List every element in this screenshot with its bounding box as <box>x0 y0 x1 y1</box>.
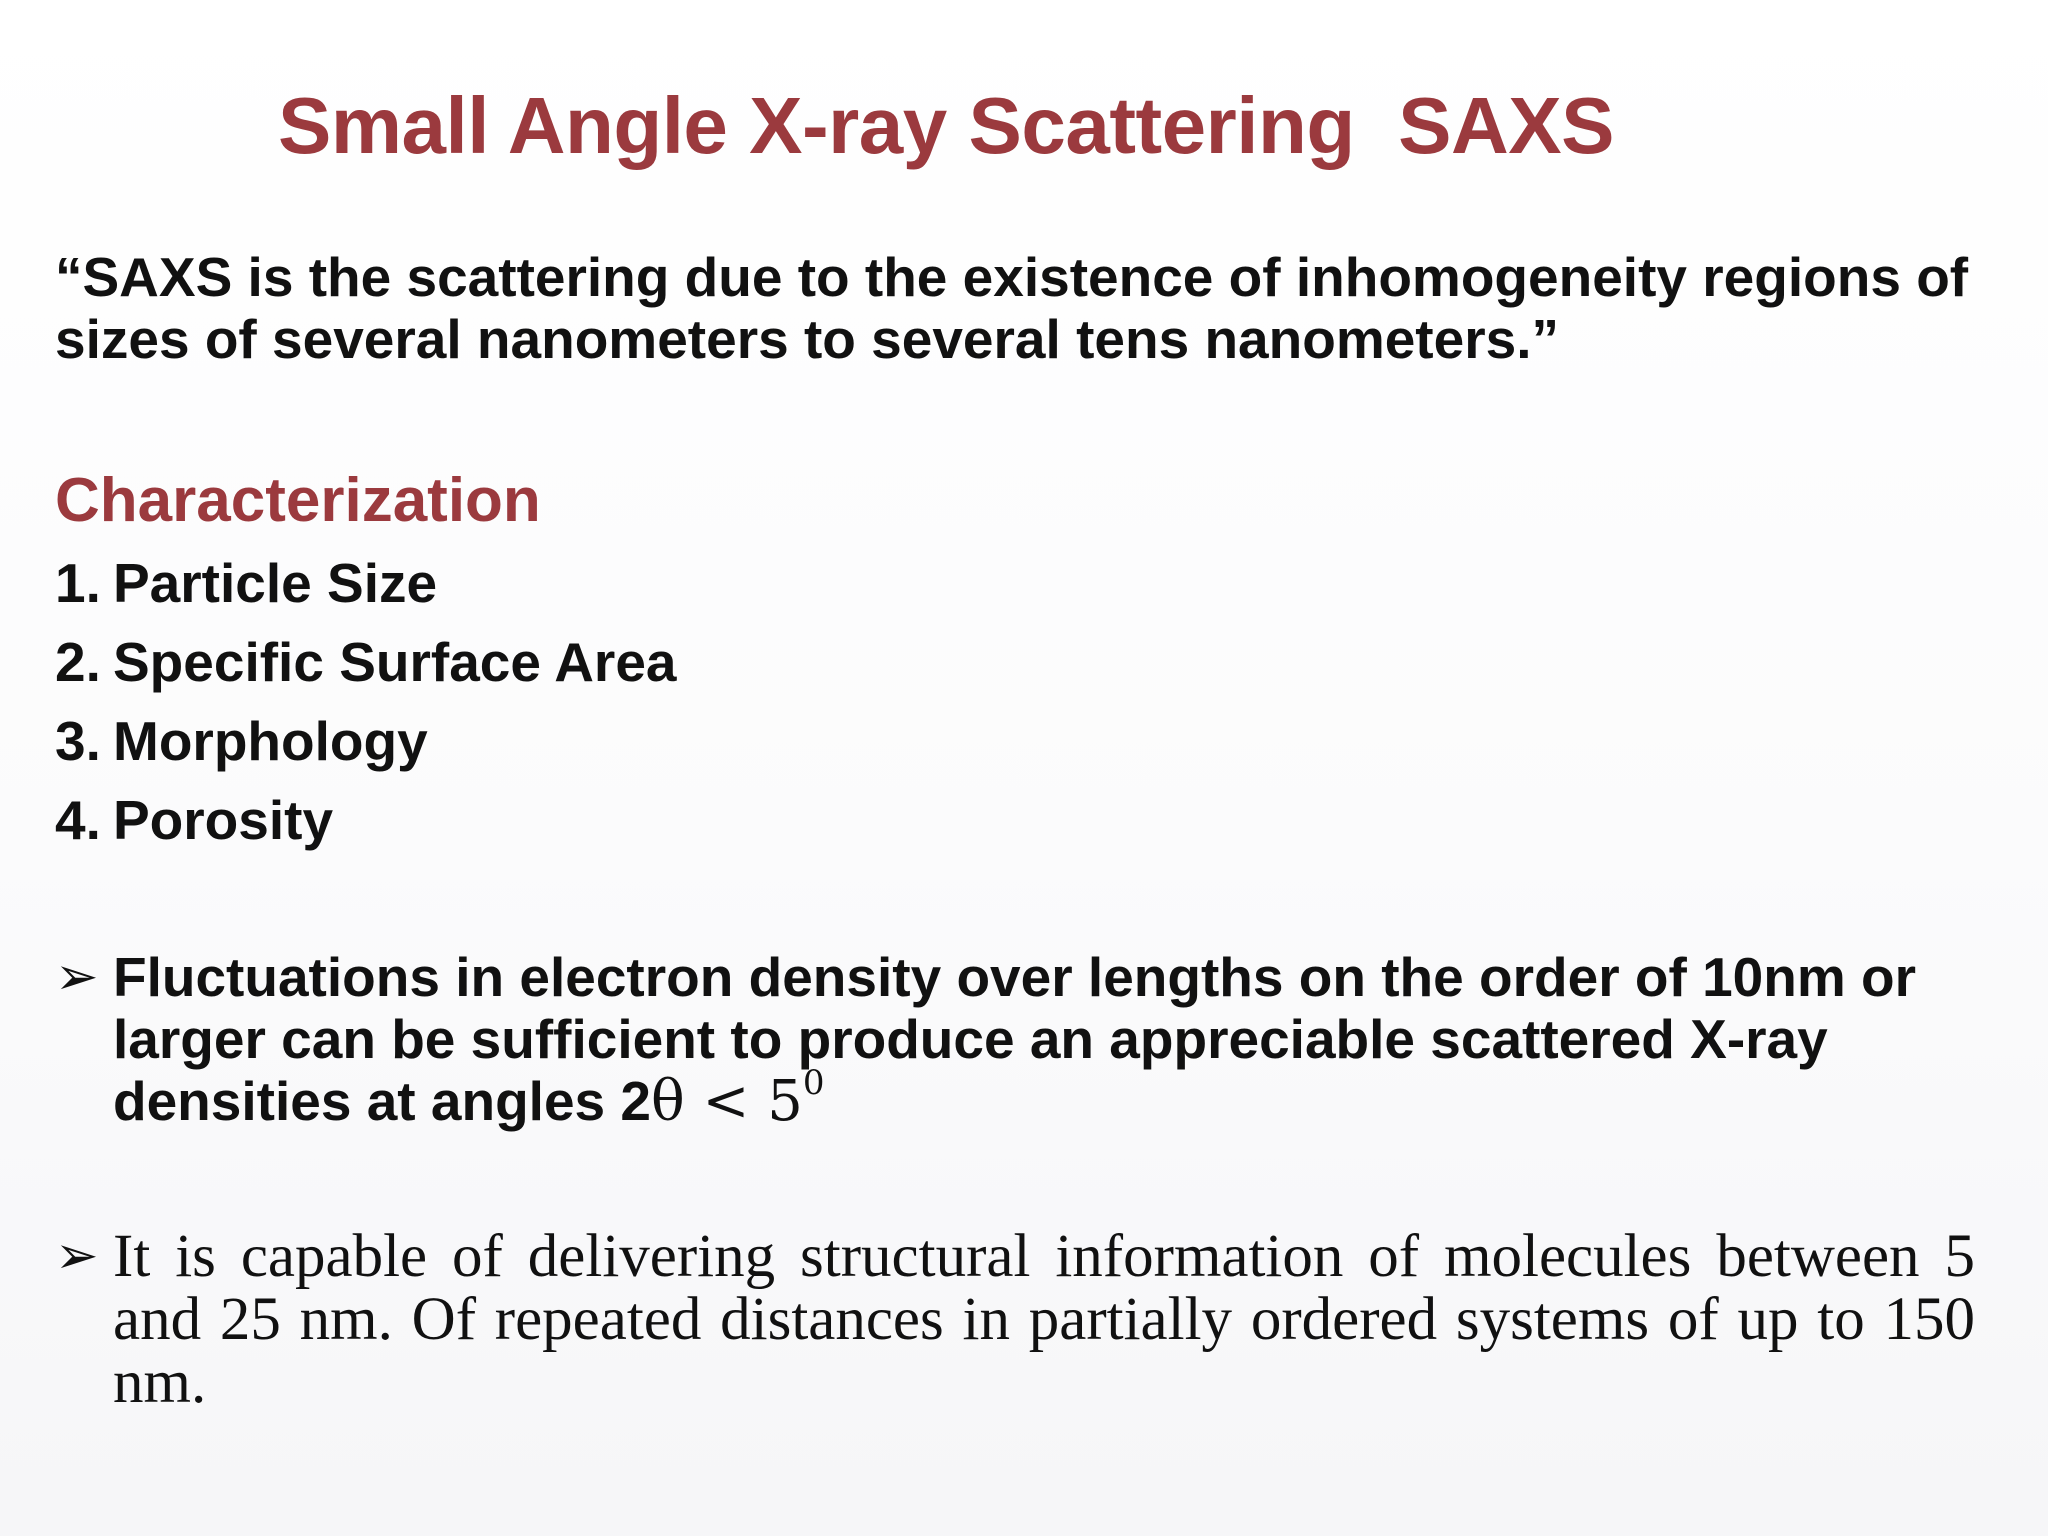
list-item-label: Porosity <box>113 789 334 851</box>
angle-superscript: 0 <box>802 1063 825 1103</box>
bullet-electron-density <box>55 946 1975 1133</box>
angle-symbol: θ <box>651 1069 685 1134</box>
bullet-text-body: Fluctuations in electron density over lengths on the order of 10nm or larger can be sufficient to produce an appreciable scattered X-ray densities at angles 2 <box>113 946 1917 1132</box>
list-item-label: Particle Size <box>113 552 438 614</box>
bullet-text <box>113 946 1975 1133</box>
arrow-bullet-icon: ➢ <box>55 1226 99 1286</box>
list-item-number: 3. <box>55 710 101 772</box>
characterization-heading: Characterization <box>55 466 541 535</box>
bullet-text: It is capable of delivering structural information of molecules between 5 and 25 nm. Of repeated distances in partially ordered systems of up to 150 nm. <box>113 1223 1975 1416</box>
list-item-number: 2. <box>55 631 101 693</box>
arrow-bullet-icon: ➢ <box>55 947 99 1007</box>
saxs-definition: “SAXS is the scattering due to the existence of inhomogeneity regions of sizes of several nanometers to several tens nanometers.” <box>55 246 1969 370</box>
list-item <box>55 623 677 702</box>
angle-relation: < 5 <box>684 1069 803 1134</box>
list-item <box>55 702 677 781</box>
slide-title: Small Angle X-ray Scattering SAXS <box>278 81 1615 170</box>
bullet-structural-information <box>55 1225 1975 1414</box>
list-item-label: Morphology <box>113 710 428 772</box>
list-item-number: 1. <box>55 552 101 614</box>
list-item-label: Specific Surface Area <box>113 631 677 693</box>
list-item <box>55 781 677 860</box>
list-item <box>55 544 677 623</box>
list-item-number: 4. <box>55 789 101 851</box>
characterization-list <box>55 544 677 860</box>
